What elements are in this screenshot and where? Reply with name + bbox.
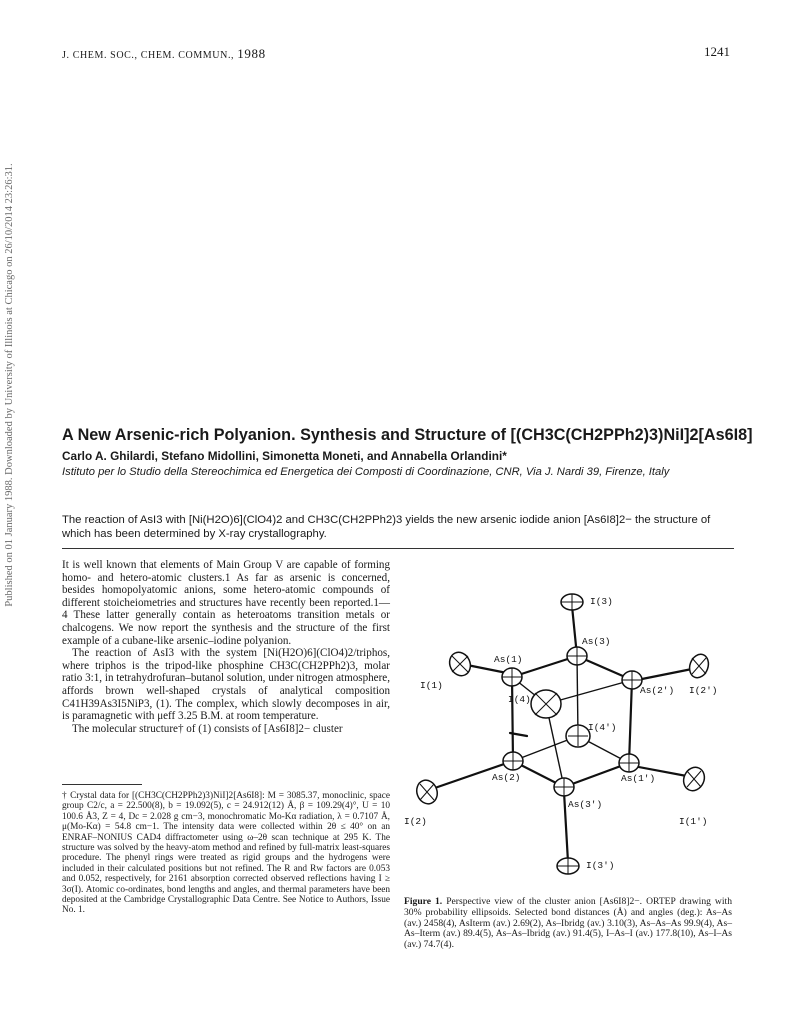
label-i4p: I(4'): [588, 722, 617, 733]
label-as2: As(2): [492, 772, 521, 783]
label-as3: As(3): [582, 636, 611, 647]
bond-as1-as2: [512, 677, 513, 761]
crystal-data-footnote: [62, 791, 390, 916]
abstract-divider: [62, 548, 734, 549]
figure-caption: [404, 897, 732, 951]
journal-header: [62, 46, 266, 62]
label-i3p: I(3'): [586, 860, 615, 871]
label-i4: I(4): [508, 694, 531, 705]
bond-as2p-as1p: [629, 680, 632, 763]
body-paragraph-1: It is well known that elements of Main Group V are capable of forming homo- and hetero-atomic clusters.1 As far as arsenic is concerned, besides homopolyatomic anions, some hetero-atomic compounds of different stoicheiometries and structures have recently been reported.1—4 These latter generally contain as heteroatoms transition metals or chalcogens. We now report the synthesis and the structure of the first example of a cubane-like arsenic–iodine polyanion.: [62, 559, 390, 647]
label-as3p: As(3'): [568, 799, 603, 810]
bond-as3-i4p: [577, 656, 578, 736]
label-i1: I(1): [420, 680, 443, 691]
article-authors: Carlo A. Ghilardi, Stefano Midollini, Simonetta Moneti, and Annabella Orlandini*: [62, 449, 507, 463]
article-affiliation: Istituto per lo Studio della Stereochimica ed Energetica dei Composti di Coordinazione, CNR, Via J. Nardi 39, Firenze, Italy: [62, 466, 670, 478]
label-i3: I(3): [590, 596, 613, 607]
download-notice: Published on 01 January 1988. Downloaded by University of Illinois at Chicago on 26/10/2014 23:26:31.: [4, 163, 15, 607]
footnote-text: † Crystal data for [(CH3C(CH2PPh2)3)NiI]2[As6I8]: M = 3085.37, monoclinic, space group C2/c, a = 22.500(8), b = 19.092(5), c = 24.912(12) Å, β = 109.29(4)°, U = 10 100.6 Å3, Z = 4, Dc = 2.028 g cm−3, monochromatic Mo-Kα radiation, λ = 0.7107 Å, μ(Mo-Kα) = 54.8 cm−1. The intensity data were collected within 2θ ≤ 40° on an ENRAF–NONIUS CAD4 diffractometer using ω–2θ scan technique at 295 K. The structure was solved by the heavy-atom method and refined by full-matrix least-squares procedure. The phenyl rings were treated as rigid groups and the hydrogens were included in their calculated positions but not refined. The R and Rw factors are 0.053 and 0.052, respectively, for 2161 absorption corrected observed reflections having I ≥ 3σ(I). Atomic co-ordinates, bond lengths and angles, and thermal parameters have been deposited at the Cambridge Crystallographic Data Centre. See Notice to Authors, Issue No. 1.: [62, 791, 390, 916]
body-paragraph-3: The molecular structure† of (1) consists of [As6I8]2− cluster: [72, 722, 343, 735]
caption-label: Figure 1.: [404, 896, 443, 907]
label-i2p: I(2'): [689, 685, 718, 696]
bond-as2p-i2p: [637, 668, 697, 680]
body-text: [62, 559, 390, 735]
label-as1p: As(1'): [621, 773, 656, 784]
caption-text: Perspective view of the cluster anion [As6I8]2−. ORTEP drawing with 30% probability ellipsoids. Selected bond distances (Å) and angles (deg.): As–As (av.) 2458(4), AsIterm (av.) 2.69(2), As–Ibridg (av.) 3.10(3), As–As–As 99.9(4), As–As–Iterm (av.) 89.4(5), As–As–Ibridg (av.) 91.4(5), I–As–I (av.) 177.8(10), As–I–As (av.) 74.7(4).: [404, 896, 732, 951]
cluster-drawing: [402, 556, 736, 892]
journal-name: J. CHEM. SOC., CHEM. COMMUN.,: [62, 50, 235, 61]
ortep-figure: [402, 556, 736, 892]
label-as1: As(1): [494, 654, 523, 665]
label-i1p: I(1'): [679, 816, 708, 827]
body-paragraph-2: The reaction of AsI3 with the system [Ni(H2O)6](ClO4)2/triphos, where triphos is the tripod-like phosphine CH3C(CH2PPh2)3, molar ratio 3:1, in tetrahydrofuran–butanol solution, under nitrogen atmosphere, affords brown well-shaped crystals of analytical composition C41H39As3I5NiP3, (1). The complex, which slowly decomposes in air, is paramagnetic with μeff 3.25 B.M. at room temperature.: [62, 647, 390, 723]
article-abstract: The reaction of AsI3 with [Ni(H2O)6](ClO4)2 and CH3C(CH2PPh2)3 yields the new arsenic iodide anion [As6I8]2− the structure of which has been determined by X-ray crystallography.: [62, 514, 711, 540]
journal-year: 1988: [237, 46, 266, 61]
footnote-divider: [62, 784, 142, 785]
label-as2p: As(2'): [640, 685, 675, 696]
label-i2: I(2): [404, 816, 427, 827]
page-number: 1241: [704, 44, 730, 59]
article-title: A New Arsenic-rich Polyanion. Synthesis and Structure of [(CH3C(CH2PPh2)3)NiI]2[As6I8]: [62, 426, 753, 444]
